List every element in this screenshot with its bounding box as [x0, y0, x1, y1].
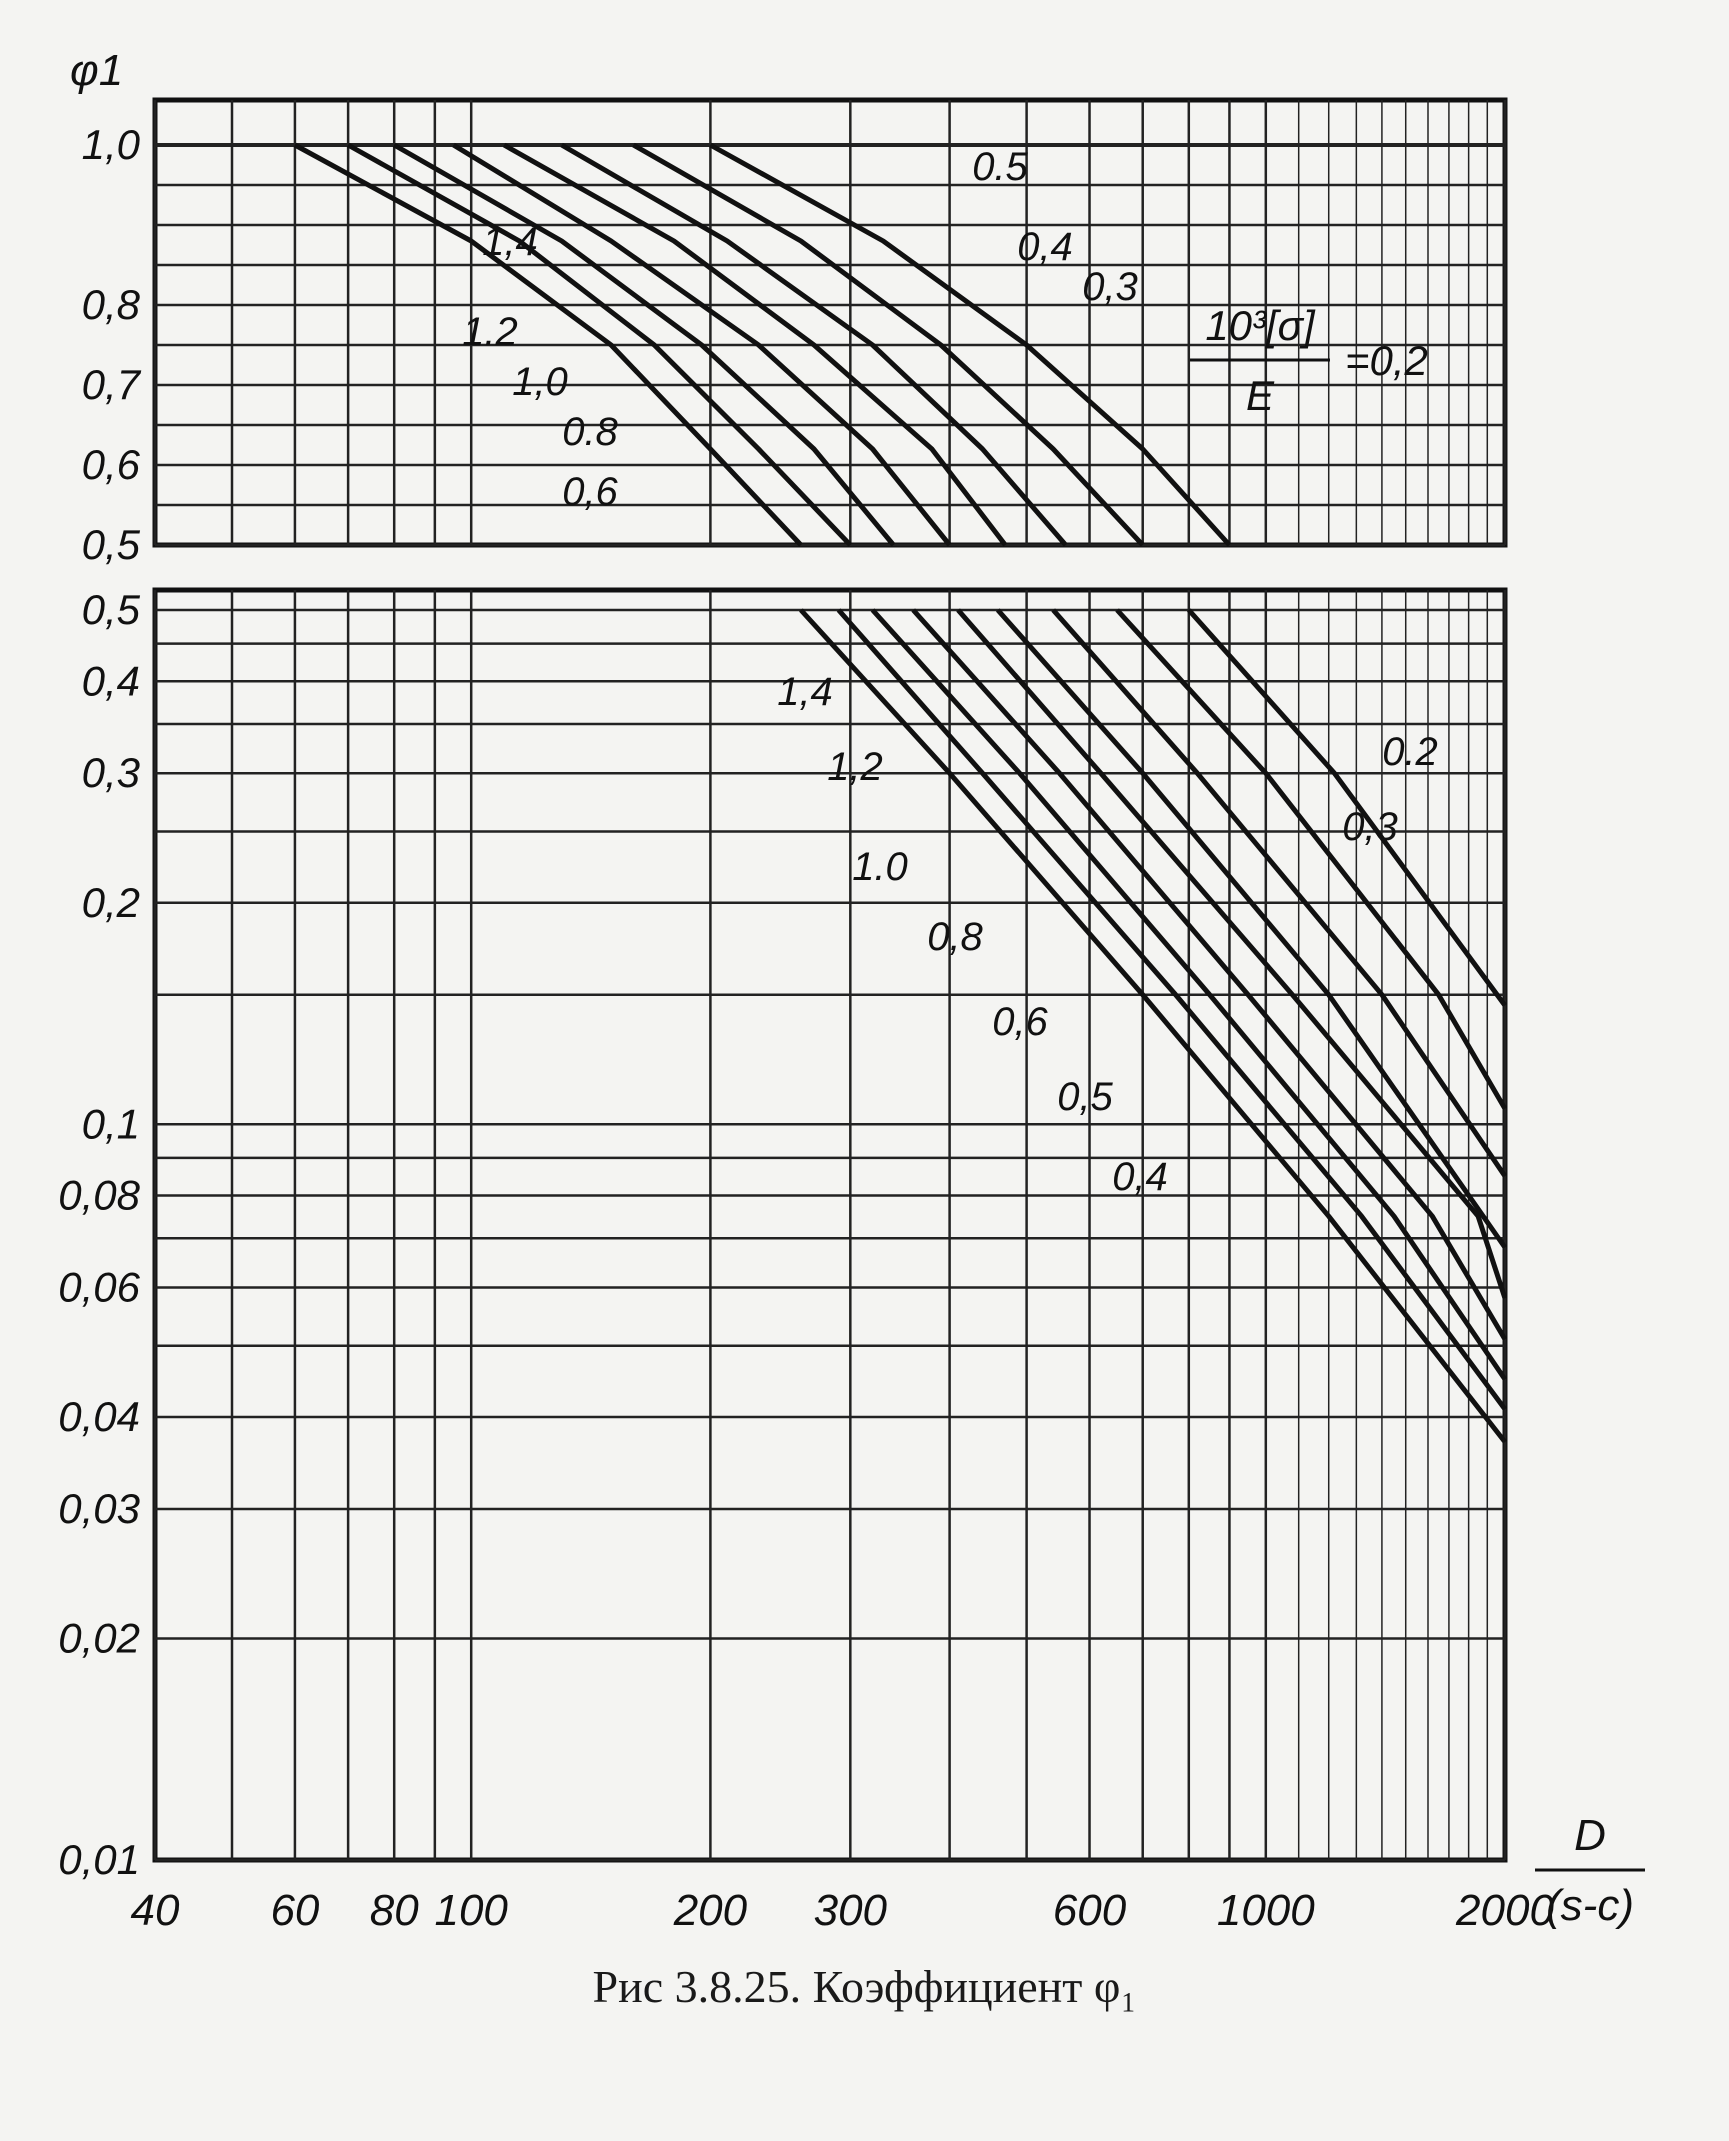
upper-curve-label-1-2: 1.2: [462, 310, 518, 354]
upper-ytick-label: 0,7: [81, 361, 140, 408]
lower-ytick-label: 0,5: [81, 586, 140, 633]
lower-curve-label-0-4: 0,4: [1112, 1155, 1168, 1199]
parameter-value-label: =0,2: [1345, 337, 1428, 384]
xlabel-denominator: (s-c): [1546, 1881, 1634, 1930]
xtick-label: 200: [673, 1886, 748, 1935]
lower-ytick-label: 0,4: [81, 657, 140, 705]
lower-ytick-label: 0,1: [81, 1100, 140, 1148]
xtick-label: 80: [369, 1886, 419, 1935]
upper-ytick-label: 1,0: [81, 121, 140, 168]
parameter-numerator: 10³[σ]: [1205, 302, 1315, 349]
xtick-label: 2000: [1456, 1886, 1554, 1935]
lower-curve-label-1-4: 1,4: [777, 670, 833, 714]
lower-curve-label-0-6: 0,6: [992, 1000, 1048, 1044]
lower-chart-panel: [58, 586, 1645, 1935]
lower-curve-0-5: [998, 610, 1505, 1248]
xtick-label: 60: [270, 1886, 320, 1935]
upper-curve-label-0-8: 0.8: [562, 410, 618, 454]
upper-ylabel: φ1: [70, 46, 124, 95]
upper-ytick-label: 0,8: [81, 281, 140, 328]
lower-ytick-label: 0,02: [58, 1614, 140, 1662]
xlabel-numerator: D: [1574, 1811, 1606, 1860]
lower-curve-label-0-5: 0,5: [1057, 1075, 1113, 1119]
figure-caption: Рис 3.8.25. Коэффициент φ₁: [592, 1961, 1137, 2012]
upper-curve-label-1-4: 1,4: [482, 220, 538, 264]
lower-curve-label-0-8: 0,8: [927, 915, 983, 959]
xtick-label: 300: [813, 1886, 888, 1935]
xtick-label: 600: [1052, 1886, 1127, 1935]
lower-curve-label-1-2: 1,2: [827, 745, 883, 789]
upper-ytick-label: 0,5: [81, 521, 140, 568]
lower-curve-label-0-2: 0.2: [1382, 730, 1438, 774]
upper-chart-panel: [70, 46, 1505, 568]
lower-ytick-label: 0,08: [58, 1171, 140, 1219]
lower-curve-label-0-3: 0,3: [1342, 805, 1398, 849]
lower-curve-0-8: [913, 610, 1505, 1339]
lower-ytick-label: 0,3: [81, 749, 140, 797]
lower-ytick-label: 0,2: [81, 878, 140, 926]
lower-ytick-label: 0,04: [58, 1393, 140, 1441]
xtick-label: 40: [130, 1886, 180, 1935]
upper-curve-label-0-6: 0,6: [562, 470, 618, 514]
upper-curve-label-1-0: 1,0: [512, 360, 568, 404]
parameter-denominator: E: [1245, 372, 1275, 419]
upper-curve-label-0-4: 0,4: [1017, 225, 1073, 269]
lower-ytick-label: 0,06: [58, 1263, 140, 1311]
lower-ytick-label: 0,01: [58, 1836, 140, 1883]
lower-ytick-label: 0,03: [58, 1484, 140, 1532]
upper-curve-label-0-5: 0.5: [972, 145, 1028, 189]
lower-curve-label-1-0: 1.0: [852, 845, 908, 889]
upper-curve-label-0-3: 0,3: [1082, 265, 1138, 309]
xtick-label: 100: [434, 1886, 508, 1935]
xtick-label: 1000: [1216, 1886, 1315, 1935]
upper-ytick-label: 0,6: [81, 441, 140, 488]
